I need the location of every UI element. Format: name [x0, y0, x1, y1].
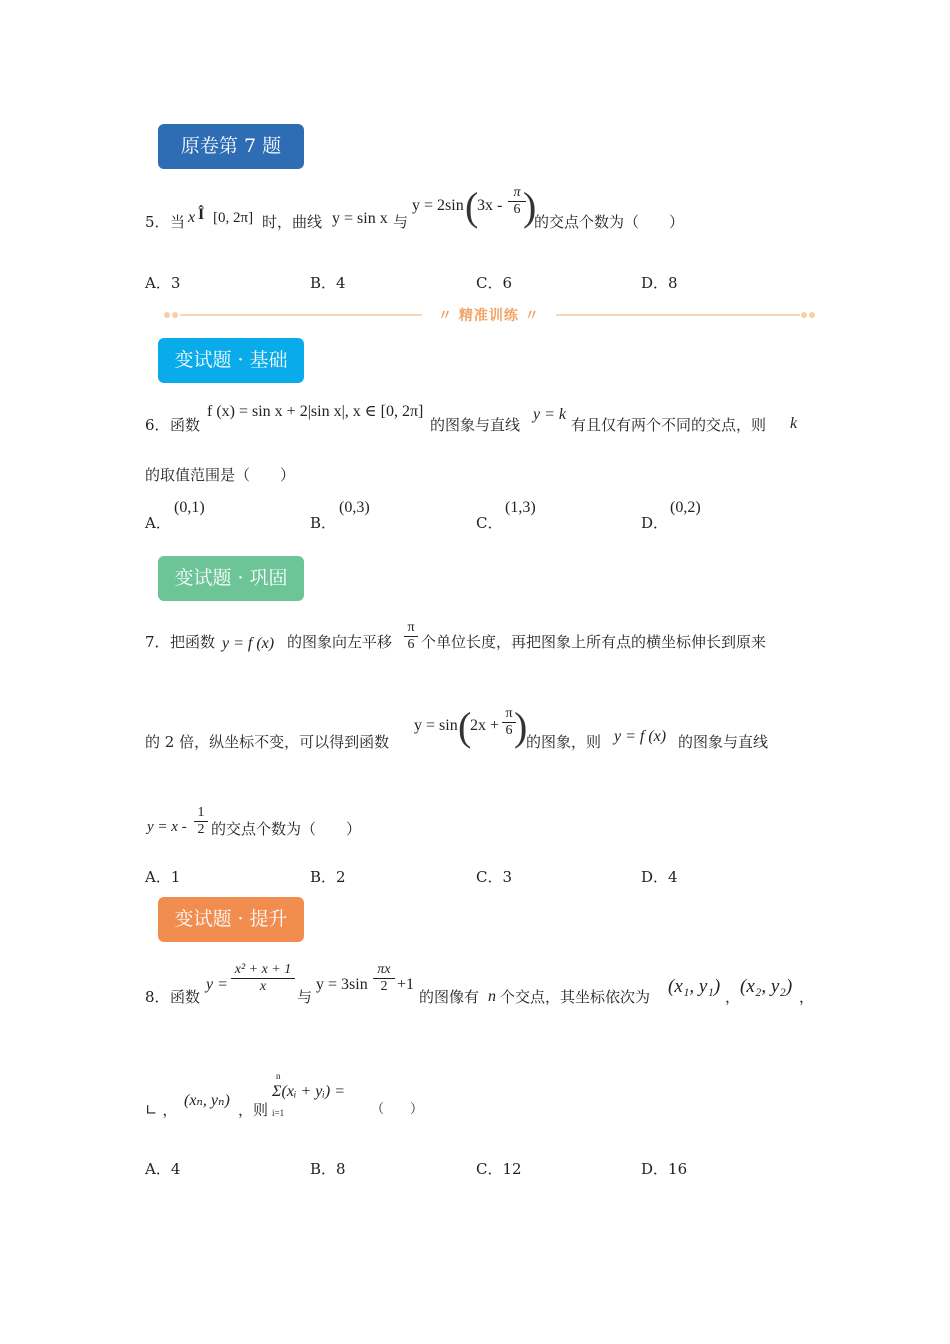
divider-line-left [180, 314, 422, 316]
q6-text-3: 有且仅有两个不同的交点，则 [571, 416, 767, 434]
q6-math-k: k [790, 415, 798, 432]
q7-paren-right: ) [514, 704, 528, 749]
q5-math-2sin: y = 2sin [412, 197, 464, 214]
q7-math-2x: 2x + [470, 717, 500, 734]
q8-frac2-den: 2 [380, 979, 388, 994]
badge-variant-advanced: 变试题 · 提升 [158, 897, 304, 942]
q8-sum-top: n [276, 1071, 281, 1081]
q7-text-line2b: 的图象，则 [526, 733, 602, 751]
q7-text-1: 把函数 [170, 633, 216, 651]
q7-frac2-num: π [505, 706, 513, 721]
q5-frac-num: π [513, 185, 521, 200]
q5-math-interval: [0, 2π] [213, 210, 254, 226]
q7-frac1-num: π [407, 620, 415, 635]
q7-frac3-den: 2 [197, 822, 205, 837]
q7-text-3: 个单位长度，再把图象上所有点的横坐标伸长到原来 [421, 633, 767, 651]
q7-math-yfx-2: y = f (x) [614, 728, 667, 745]
q8-text-3: 的图像有 [419, 988, 480, 1006]
divider-dot-right-1 [801, 312, 807, 318]
q5-text-2: 时，曲线 [262, 213, 323, 231]
badge-variant-basic: 变试题 · 基础 [158, 338, 304, 383]
q7-math-line: y = x - [147, 819, 187, 835]
q5-option-b[interactable]: B．4 [310, 274, 346, 292]
q7-math-ysin: y = sin [414, 717, 458, 734]
q6-option-c-value: (1,3) [505, 499, 536, 516]
q8-fraction-2 [373, 962, 395, 995]
q6-math-yk: y = k [533, 406, 566, 423]
q5-math-sinx: y = sin x [332, 210, 388, 227]
q6-option-d-value: (0,2) [670, 499, 701, 516]
q8-text-2: 与 [297, 988, 313, 1006]
divider-label: 〃 精准训练 〃 [438, 308, 540, 324]
q7-frac2-den: 6 [505, 723, 513, 738]
q6-number: 6． [145, 416, 170, 434]
q7-option-a[interactable]: A．1 [145, 868, 181, 886]
q7-option-c[interactable]: C．3 [476, 868, 513, 886]
divider-dot-left-1 [164, 312, 170, 318]
badge-original-question: 原卷第 7 题 [158, 124, 304, 169]
q5-frac-den: 6 [513, 202, 521, 217]
q6-option-b-value: (0,3) [339, 499, 370, 516]
q5-math-x: x [188, 209, 196, 226]
q7-math-yfx: y = f (x) [222, 635, 275, 652]
q7-text-line3: 的交点个数为（ ） [211, 820, 362, 838]
q5-math-in: Î [198, 206, 205, 223]
q8-text-6: ， [799, 988, 815, 1006]
q8-text-4: 个交点，其坐标依次为 [500, 988, 651, 1006]
q5-text-1: 当 [170, 213, 186, 231]
q8-math-point1: (x₁, y₁) [668, 976, 721, 997]
q8-option-d[interactable]: D．16 [641, 1160, 688, 1178]
q6-option-b-letter[interactable]: B． [310, 514, 337, 532]
q8-math-sum: Σ(xᵢ + yᵢ) = [272, 1083, 346, 1100]
divider-dot-right-2 [809, 312, 815, 318]
q7-text-line2a: 的 2 倍，纵坐标不变，可以得到函数 [145, 733, 390, 751]
q8-text-line2b: ，则 [238, 1101, 269, 1119]
q7-frac3-num: 1 [197, 805, 205, 820]
q5-math-3x: 3x - [477, 197, 503, 214]
q6-option-d-letter[interactable]: D． [641, 514, 669, 532]
q8-text-line2c: （ ） [371, 1102, 424, 1117]
q5-option-a[interactable]: A．3 [145, 274, 181, 292]
q8-math-n: n [488, 988, 496, 1005]
q8-text-1: 函数 [170, 988, 201, 1006]
q6-math-function: f (x) = sin x + 2|sin x|, x ∈ [0, 2π] [207, 403, 424, 420]
q7-option-b[interactable]: B．2 [310, 868, 346, 886]
q8-math-plus1: +1 [397, 976, 415, 993]
q6-text-line2: 的取值范围是（ ） [145, 466, 296, 484]
q8-text-5: ， [725, 988, 741, 1006]
q5-option-c[interactable]: C．6 [476, 274, 513, 292]
q7-fraction-3 [194, 805, 208, 838]
q8-option-c[interactable]: C．12 [476, 1160, 522, 1178]
q8-text-line2a: ∟ ， [145, 1101, 178, 1119]
q7-frac1-den: 6 [407, 637, 415, 652]
divider-line-right [556, 314, 800, 316]
q6-option-a-value: (0,1) [174, 499, 205, 516]
q8-math-pointn: (xₙ, yₙ) [184, 1092, 230, 1109]
q8-math-3sin: y = 3sin [316, 976, 368, 993]
q8-frac1-num: x² + x + 1 [234, 962, 292, 977]
q8-option-a[interactable]: A．4 [145, 1160, 181, 1178]
q7-fraction-1 [404, 620, 418, 653]
q5-paren-left: ( [465, 184, 479, 229]
q5-text-4: 的交点个数为（ ） [534, 213, 685, 231]
q6-text-2: 的图象与直线 [430, 416, 521, 434]
divider-dot-left-2 [172, 312, 178, 318]
q7-paren-left: ( [458, 704, 472, 749]
q5-option-d[interactable]: D．8 [641, 274, 678, 292]
q8-option-b[interactable]: B．8 [310, 1160, 346, 1178]
q5-number: 5． [145, 213, 170, 231]
badge-variant-consolidate: 变试题 · 巩固 [158, 556, 304, 601]
q8-frac2-num: πx [377, 962, 391, 977]
q8-number: 8． [145, 988, 170, 1006]
q8-math-y: y = [206, 976, 228, 993]
q8-frac1-den: x [259, 979, 267, 994]
q8-math-point2: (x₂, y₂) [740, 976, 793, 997]
q7-option-d[interactable]: D．4 [641, 868, 678, 886]
q7-number: 7． [145, 633, 170, 651]
q8-fraction-1 [231, 962, 295, 995]
q7-text-line2c: 的图象与直线 [678, 733, 769, 751]
q6-option-c-letter[interactable]: C． [476, 514, 503, 532]
q5-text-3: 与 [393, 213, 409, 231]
q5-paren-right: ) [523, 184, 537, 229]
q6-text-1: 函数 [170, 416, 201, 434]
q7-text-2: 的图象向左平移 [287, 633, 393, 651]
q8-sum-bottom: i=1 [272, 1108, 285, 1118]
q6-option-a-letter[interactable]: A． [145, 514, 171, 532]
